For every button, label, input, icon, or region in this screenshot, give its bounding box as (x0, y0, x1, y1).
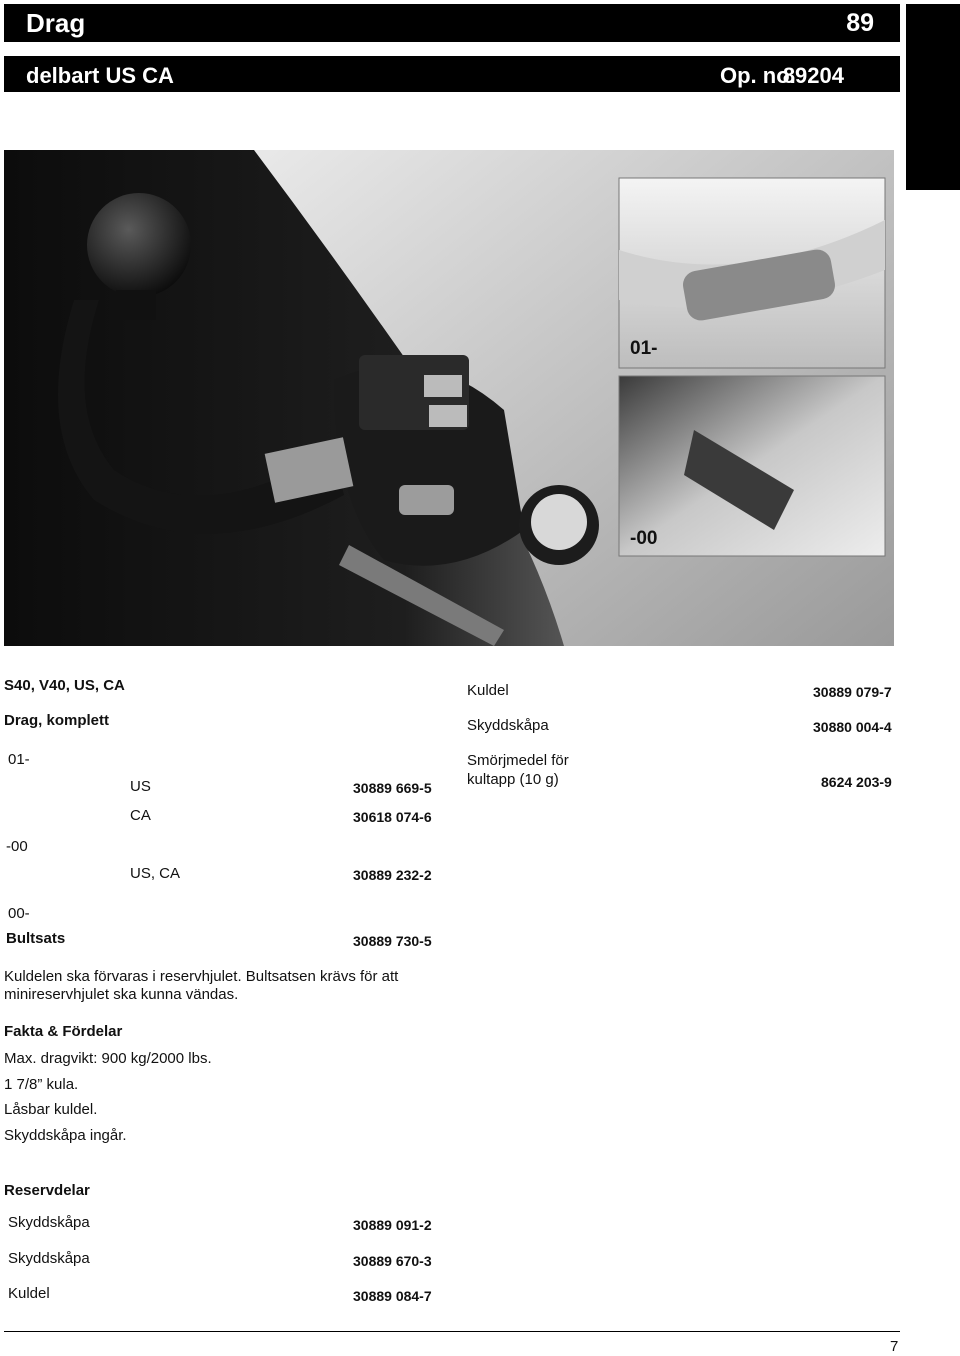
variant-usca-code: 30889 232-2 (353, 867, 432, 883)
spare-code: 30889 091-2 (353, 1217, 432, 1233)
bolt-kit-code: 30889 730-5 (353, 933, 432, 949)
variant-usca-label: US, CA (130, 865, 181, 882)
variant-us-label: US (130, 778, 151, 795)
page-title: Drag (26, 8, 86, 38)
part-label-lubricant-2: kultapp (10 g) (467, 771, 559, 788)
header-subtitle-bar (4, 56, 900, 92)
facts-item: Skyddskåpa ingår. (4, 1127, 127, 1144)
part-label-lubricant-1: Smörjmedel för (467, 752, 569, 769)
part-code-lubricant: 8624 203-9 (821, 774, 892, 790)
page-number: 89 (846, 9, 874, 37)
op-number-label: Op. no. (720, 63, 796, 88)
footer-page-number: 7 (890, 1338, 899, 1355)
inset-label-top: 01- (630, 338, 658, 359)
header-title-bar (4, 4, 900, 42)
product-title: Drag, komplett (4, 712, 110, 729)
year-range-00: -00 (6, 838, 28, 855)
product-photo (4, 150, 894, 646)
facts-heading: Fakta & Fördelar (4, 1023, 123, 1040)
spare-label: Skyddskåpa (8, 1250, 90, 1267)
part-code-kuldel: 30889 079-7 (813, 684, 892, 700)
spare-label: Skyddskåpa (8, 1214, 90, 1231)
part-label-kuldel: Kuldel (467, 682, 509, 699)
variant-ca-label: CA (130, 807, 151, 824)
year-range-01: 01- (8, 751, 30, 768)
models-applicable: S40, V40, US, CA (4, 677, 125, 694)
facts-item: 1 7/8” kula. (4, 1076, 79, 1093)
spare-code: 30889 084-7 (353, 1288, 432, 1304)
facts-item: Max. dragvikt: 900 kg/2000 lbs. (4, 1050, 212, 1067)
part-code-skyddskapa: 30880 004-4 (813, 719, 892, 735)
section-tab (906, 4, 960, 190)
variant-ca-code: 30618 074-6 (353, 809, 432, 825)
inset-label-bottom: -00 (630, 528, 658, 549)
year-range-00-from: 00- (8, 905, 30, 922)
spare-code: 30889 670-3 (353, 1253, 432, 1269)
note-line-1: Kuldelen ska förvaras i reservhjulet. Bultsatsen krävs för att (4, 968, 399, 985)
spares-heading: Reservdelar (4, 1182, 90, 1199)
op-number: 89204 (782, 63, 844, 88)
facts-item: Låsbar kuldel. (4, 1101, 98, 1118)
part-label-skyddskapa: Skyddskåpa (467, 717, 549, 734)
variant-us-code: 30889 669-5 (353, 780, 432, 796)
bolt-kit-label: Bultsats (6, 930, 66, 947)
footer-rule (4, 1331, 900, 1332)
note-line-2: minireservhjulet ska kunna vändas. (4, 986, 239, 1003)
page-subtitle: delbart US CA (26, 63, 174, 88)
spare-label: Kuldel (8, 1285, 50, 1302)
